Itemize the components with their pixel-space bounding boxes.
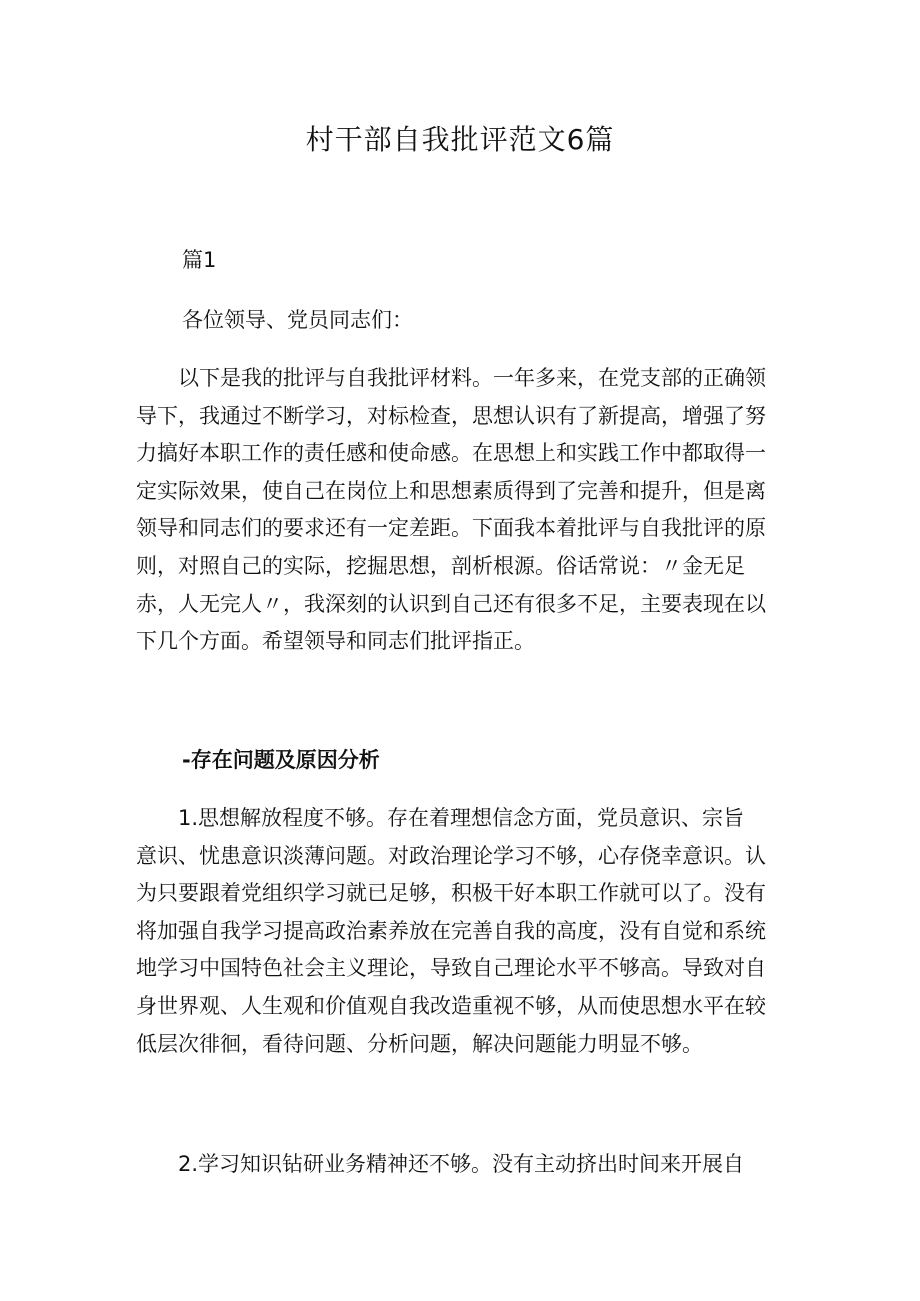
document-title: 村干部自我批评范文6篇 (305, 123, 615, 156)
paragraph-line: 意识、忧患意识淡薄问题。对政治理论学习不够，心存侥幸意识。认 (136, 843, 766, 868)
section-heading: -存在问题及原因分析 (182, 748, 380, 772)
paragraph-point-1 (136, 800, 766, 1063)
paragraph-line: 2.学习知识钻研业务精神还不够。没有主动挤出时间来开展自 (136, 1152, 745, 1176)
paragraph-line: 为只要跟着党组织学习就已足够，积极干好本职工作就可以了。没有 (136, 881, 766, 906)
paragraph-line: 地学习中国特色社会主义理论，导致自己理论水平不够高。导致对自 (136, 956, 766, 981)
paragraph-line: 则，对照自己的实际，挖掘思想，剖析根源。俗话常说：〃金无足 (136, 553, 745, 578)
paragraph-line: 赤，人无完人〃，我深刻的认识到自己还有很多不足，主要表现在以 (136, 591, 766, 616)
paragraph-line: 力搞好本职工作的责任感和使命感。在思想上和实践工作中都取得一 (136, 441, 766, 466)
section-label: 篇1 (182, 248, 217, 272)
paragraph-line: 以下是我的批评与自我批评材料。一年多来，在党支部的正确领 (136, 366, 766, 390)
paragraph-line: 身世界观、人生观和价值观自我改造重视不够，从而使思想水平在较 (136, 993, 766, 1018)
paragraph-point-2 (136, 1146, 744, 1184)
paragraph-intro (136, 360, 766, 661)
paragraph-line: 领导和同志们的要求还有一定差距。下面我本着批评与自我批评的原 (136, 516, 766, 541)
paragraph-line: 下几个方面。希望领导和同志们批评指正。 (136, 629, 535, 654)
paragraph-line: 将加强自我学习提高政治素养放在完善自我的高度，没有自觉和系统 (136, 918, 766, 943)
paragraph-line: 低层次徘徊，看待问题、分析问题，解决问题能力明显不够。 (136, 1031, 703, 1056)
paragraph-line: 导下，我通过不断学习，对标检查，思想认识有了新提高，增强了努 (136, 403, 766, 428)
paragraph-line: 定实际效果，使自己在岗位上和思想素质得到了完善和提升，但是离 (136, 478, 766, 503)
paragraph-line: 1.思想解放程度不够。存在着理想信念方面，党员意识、宗旨 (136, 806, 745, 830)
greeting-line: 各位领导、党员同志们： (182, 308, 413, 332)
